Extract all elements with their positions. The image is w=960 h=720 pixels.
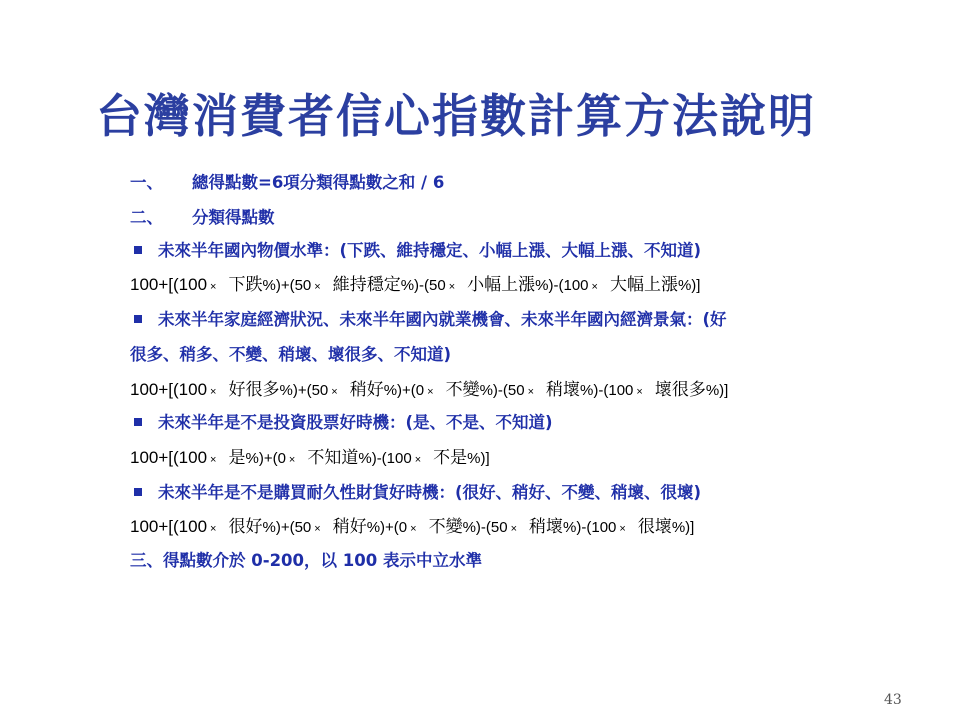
bullet-text: 未來半年國內物價水準：(下跌、維持穩定、小幅上漲、大幅上漲、不知道) xyxy=(158,241,702,260)
times-sign: × xyxy=(427,386,434,398)
formula-part: 100+[(100 xyxy=(130,448,208,467)
times-sign: × xyxy=(510,523,518,535)
formula-part: %)] xyxy=(705,382,729,399)
times-sign: × xyxy=(210,523,217,535)
formula-part: %)-(50 xyxy=(462,519,508,536)
square-bullet-icon xyxy=(134,246,142,254)
formula-part: %)-(50 xyxy=(479,382,525,399)
formula-word: 維持穩定 xyxy=(332,275,401,294)
bullet-durable-goods xyxy=(130,480,701,506)
times-sign: × xyxy=(410,523,417,535)
formula-part: %)-(100 xyxy=(535,277,589,294)
formula-word: 稍好 xyxy=(332,517,367,536)
square-bullet-icon xyxy=(134,418,142,426)
formula-part: %)+(0 xyxy=(366,519,408,536)
formula-part: %)+(0 xyxy=(245,450,286,467)
times-sign: × xyxy=(414,454,422,466)
times-sign: × xyxy=(448,281,456,293)
times-sign: × xyxy=(314,523,321,535)
formula-word: 不是 xyxy=(433,448,468,467)
item-text: 總得點數=6項分類得點數之和 / 6 xyxy=(192,173,445,192)
times-sign: × xyxy=(591,281,598,293)
bullet-household-economy xyxy=(130,307,727,333)
formula-word: 稍壞 xyxy=(529,517,564,536)
item-total-score xyxy=(130,170,444,196)
page-number: 43 xyxy=(884,692,902,708)
times-sign: × xyxy=(210,386,217,398)
formula-part: 100+[(100 xyxy=(130,517,208,536)
times-sign: × xyxy=(210,454,217,466)
formula-economy xyxy=(130,377,728,405)
formula-word: 不知道 xyxy=(307,448,359,467)
times-sign: × xyxy=(210,281,217,293)
bullet-stock-investment xyxy=(130,410,553,436)
slide-title: 台灣消費者信心指數計算方法說明 xyxy=(96,89,816,143)
bullet-text: 未來半年是不是投資股票好時機：(是、不是、不知道) xyxy=(158,413,553,432)
formula-part: %)+(50 xyxy=(262,277,312,294)
times-sign: × xyxy=(619,523,626,535)
formula-word: 是 xyxy=(228,448,246,467)
times-sign: × xyxy=(288,454,296,466)
formula-part: 100+[(100 xyxy=(130,380,208,399)
formula-price-level xyxy=(130,272,700,300)
formula-word: 稍好 xyxy=(349,380,384,399)
formula-word: 很壞 xyxy=(637,517,672,536)
bullet-text: 未來半年是不是購買耐久性財貨好時機：(很好、稍好、不變、稍壞、很壞) xyxy=(158,483,702,502)
formula-part: %)+(50 xyxy=(262,519,312,536)
formula-durable-goods xyxy=(130,514,694,542)
item-score-range xyxy=(130,548,482,574)
item-category-score xyxy=(130,205,275,231)
formula-word: 稍壞 xyxy=(546,380,581,399)
formula-word: 壞很多 xyxy=(654,380,706,399)
times-sign: × xyxy=(314,281,321,293)
formula-part: %)-(100 xyxy=(358,450,412,467)
item-number: 一、 xyxy=(130,173,163,192)
formula-word: 不變 xyxy=(428,517,463,536)
square-bullet-icon xyxy=(134,315,142,323)
formula-part: %)-(100 xyxy=(580,382,634,399)
formula-stock-investment xyxy=(130,445,490,473)
item-text: 三、得點數介於 0-200，以 100 表示中立水準 xyxy=(130,551,482,570)
formula-word: 不變 xyxy=(445,380,480,399)
formula-word: 好很多 xyxy=(228,380,280,399)
times-sign: × xyxy=(636,386,643,398)
formula-part: %)+(0 xyxy=(383,382,425,399)
formula-part: %)-(100 xyxy=(563,519,617,536)
formula-part: %)] xyxy=(677,277,701,294)
formula-part: %)] xyxy=(671,519,695,536)
formula-part: %)-(50 xyxy=(400,277,446,294)
formula-part: %)] xyxy=(467,450,490,467)
formula-part: %)+(50 xyxy=(279,382,329,399)
formula-word: 很好 xyxy=(228,517,263,536)
bullet-household-economy-cont xyxy=(130,342,451,368)
formula-word: 大幅上漲 xyxy=(609,275,678,294)
formula-word: 下跌 xyxy=(228,275,263,294)
bullet-text: 很多、稍多、不變、稍壞、壞很多、不知道) xyxy=(130,345,452,364)
item-number: 二、 xyxy=(130,208,163,227)
bullet-price-level xyxy=(130,238,701,264)
formula-part: 100+[(100 xyxy=(130,275,208,294)
item-text: 分類得點數 xyxy=(192,208,275,227)
square-bullet-icon xyxy=(134,488,142,496)
bullet-text: 未來半年家庭經濟狀況、未來半年國內就業機會、未來半年國內經濟景氣：(好 xyxy=(158,310,727,329)
times-sign: × xyxy=(331,386,338,398)
times-sign: × xyxy=(527,386,535,398)
formula-word: 小幅上漲 xyxy=(467,275,536,294)
